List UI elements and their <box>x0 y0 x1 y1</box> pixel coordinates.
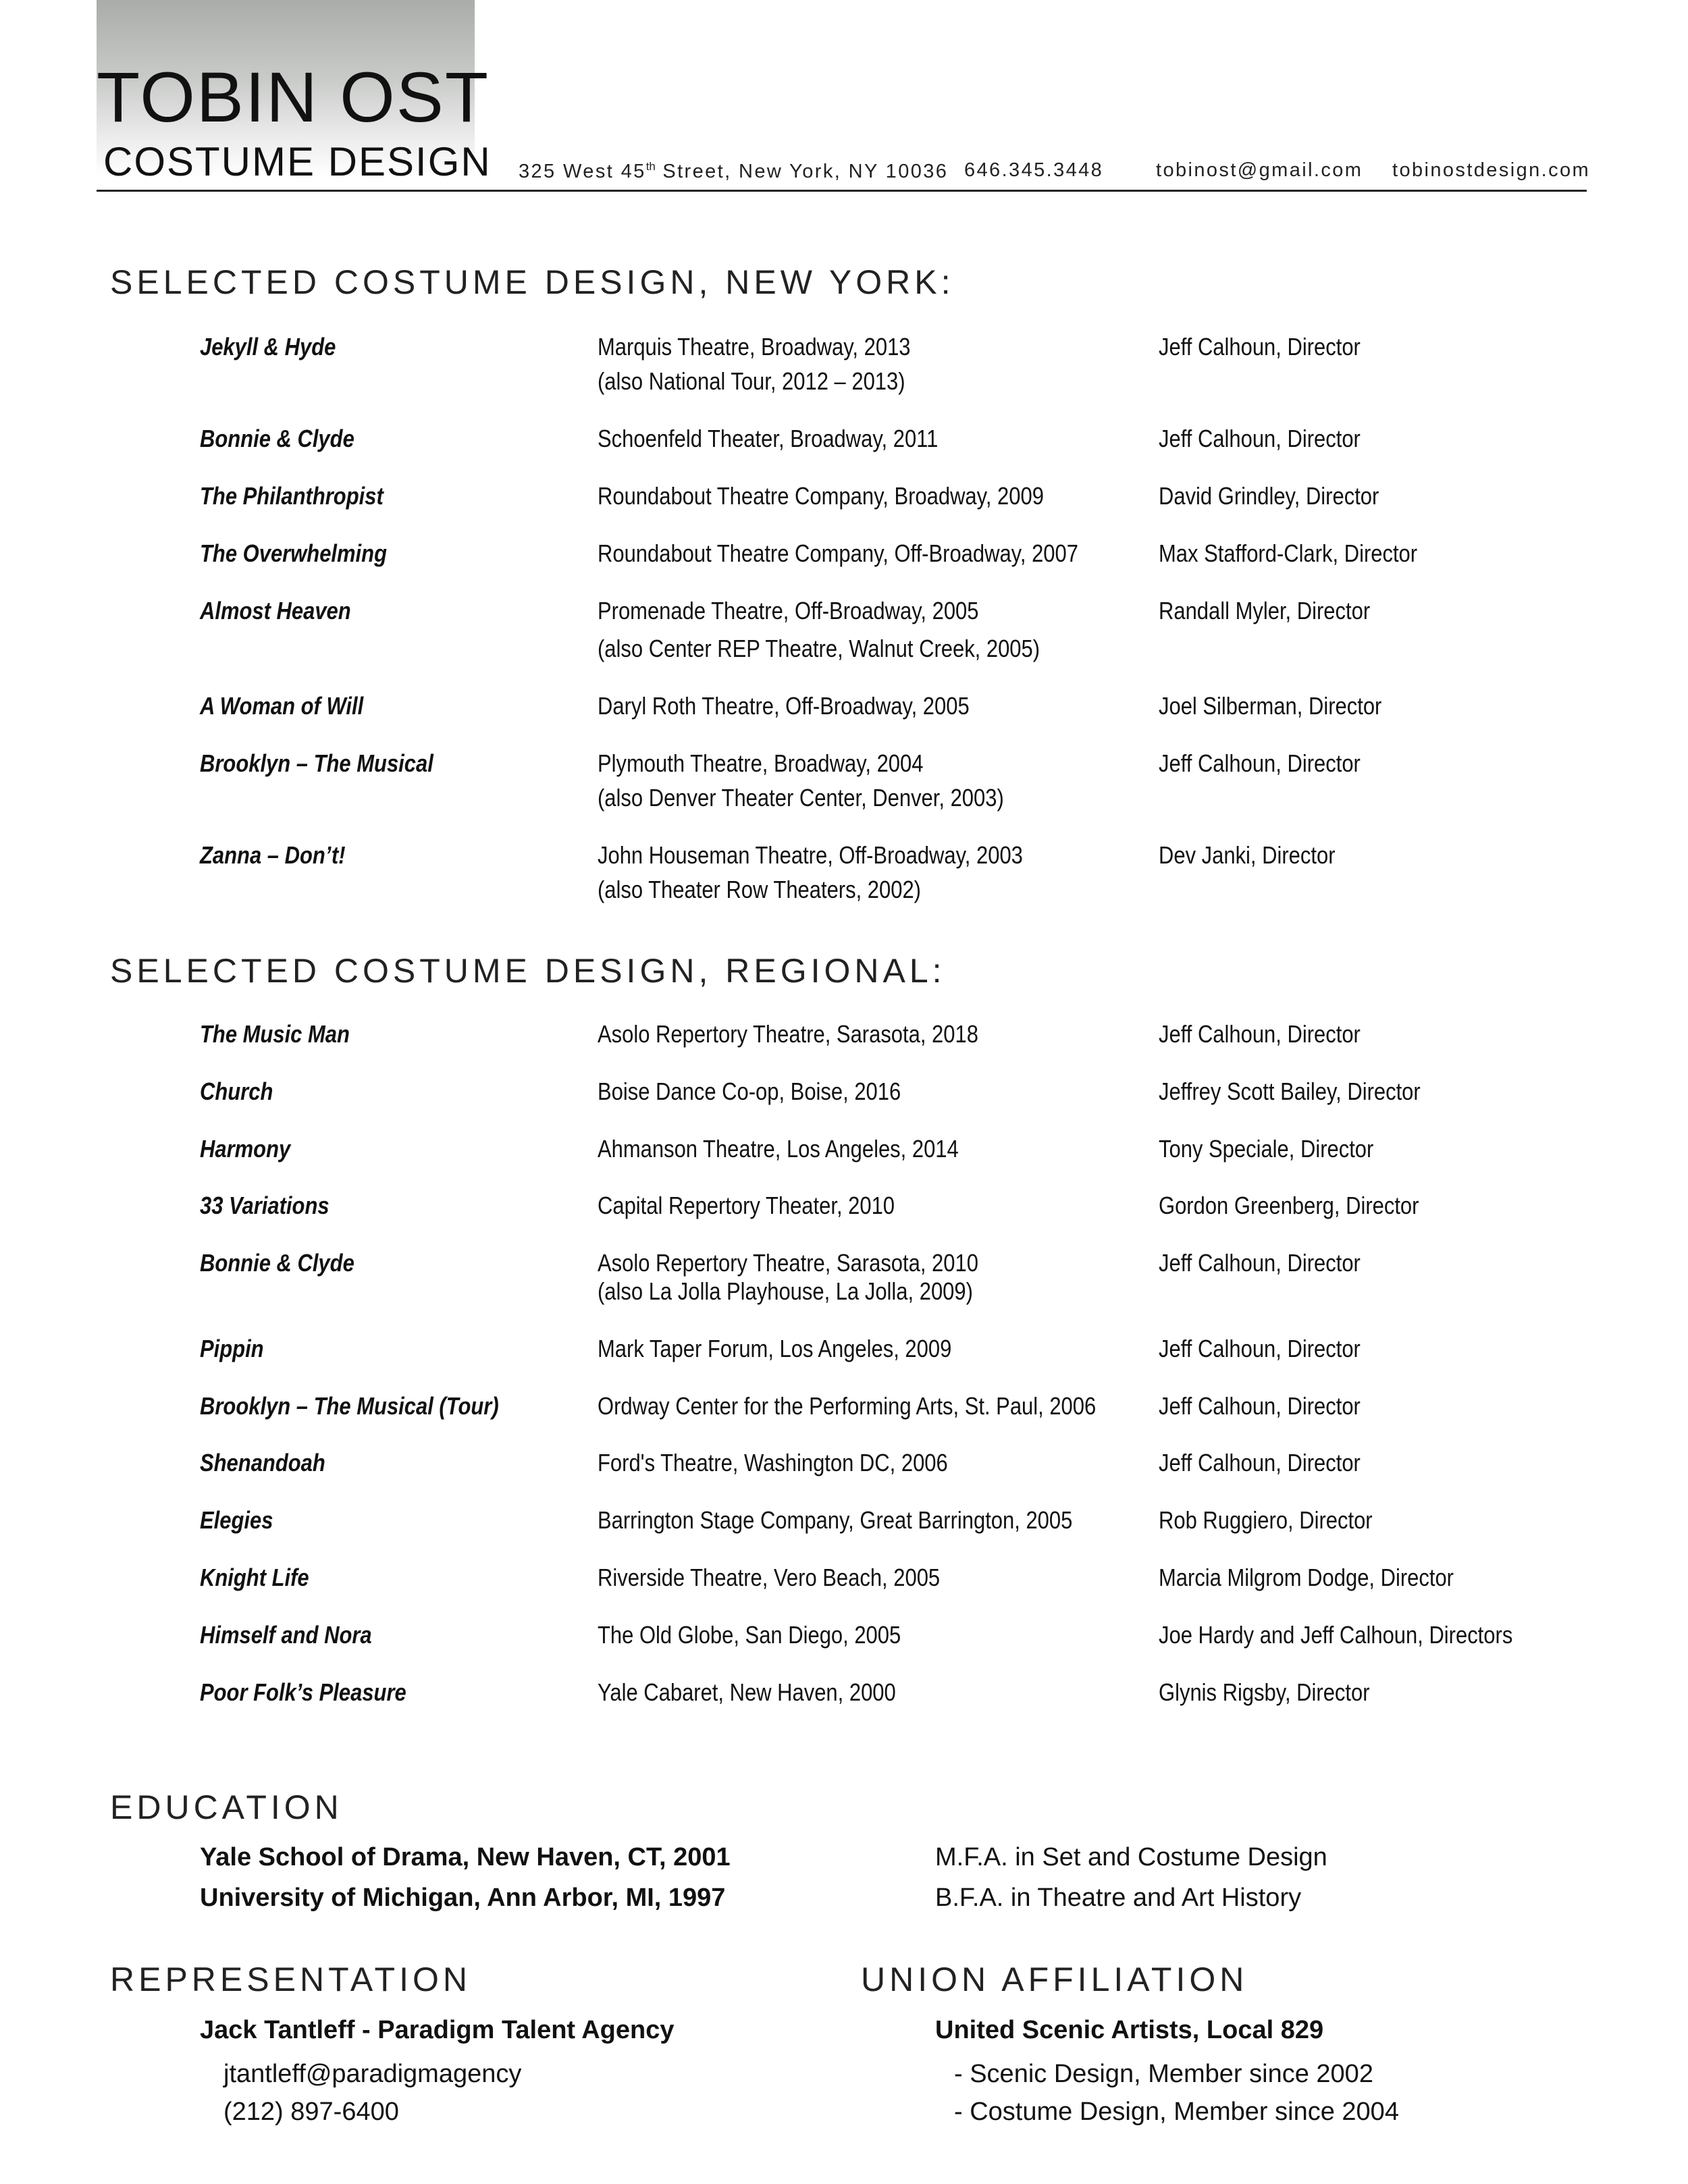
director: Jeffrey Scott Bailey, Director <box>1159 1077 1421 1105</box>
venue: Asolo Repertory Theatre, Sarasota, 2010 <box>598 1249 978 1277</box>
agent-name: Jack Tantleff - Paradigm Talent Agency <box>200 2016 675 2044</box>
union-membership: - Scenic Design, Member since 2002 <box>954 2060 1373 2088</box>
venue: Daryl Roth Theatre, Off-Broadway, 2005 <box>598 692 970 720</box>
designer-name: TOBIN OST <box>97 58 490 137</box>
phone-number: 646.345.3448 <box>964 159 1104 181</box>
director: Jeff Calhoun, Director <box>1159 1335 1361 1362</box>
venue-note: (also Denver Theater Center, Denver, 2003) <box>598 784 1004 811</box>
director: Jeff Calhoun, Director <box>1159 425 1361 452</box>
director: Joel Silberman, Director <box>1159 692 1382 720</box>
show-title: Elegies <box>200 1506 273 1534</box>
section-heading-regional: SELECTED COSTUME DESIGN, REGIONAL: <box>110 952 946 990</box>
website-link[interactable]: tobinostdesign.com <box>1392 159 1591 181</box>
section-heading-representation: REPRESENTATION <box>110 1961 471 1998</box>
section-heading-union: UNION AFFILIATION <box>861 1961 1248 1998</box>
director: Jeff Calhoun, Director <box>1159 1020 1361 1048</box>
venue: Ford's Theatre, Washington DC, 2006 <box>598 1449 948 1476</box>
venue: John Houseman Theatre, Off-Broadway, 2003 <box>598 841 1023 869</box>
director: Dev Janki, Director <box>1159 841 1336 869</box>
show-title: Knight Life <box>200 1564 309 1591</box>
agent-phone: (212) 897-6400 <box>223 2098 399 2126</box>
director: Glynis Rigsby, Director <box>1159 1678 1370 1706</box>
director: Jeff Calhoun, Director <box>1159 1249 1361 1277</box>
header-divider <box>97 190 1587 192</box>
show-title: The Philanthropist <box>200 482 384 510</box>
show-title: Bonnie & Clyde <box>200 1249 354 1277</box>
show-title: Himself and Nora <box>200 1621 372 1649</box>
designer-title: COSTUME DESIGN <box>103 139 492 184</box>
show-title: Church <box>200 1077 273 1105</box>
show-title: A Woman of Will <box>200 692 364 720</box>
show-title: Brooklyn – The Musical <box>200 749 433 777</box>
show-title: The Overwhelming <box>200 539 387 567</box>
director: Rob Ruggiero, Director <box>1159 1506 1373 1534</box>
venue-note: (also National Tour, 2012 – 2013) <box>598 367 905 395</box>
email-link[interactable]: tobinost@gmail.com <box>1156 159 1363 181</box>
education-degree: M.F.A. in Set and Costume Design <box>935 1843 1327 1871</box>
director: Jeff Calhoun, Director <box>1159 1449 1361 1476</box>
director: Tony Speciale, Director <box>1159 1135 1374 1163</box>
agent-email[interactable]: jtantleff@paradigmagency <box>223 2060 522 2088</box>
union-name: United Scenic Artists, Local 829 <box>935 2016 1324 2044</box>
union-membership: - Costume Design, Member since 2004 <box>954 2098 1399 2126</box>
director: Randall Myler, Director <box>1159 597 1371 624</box>
venue: Boise Dance Co-op, Boise, 2016 <box>598 1077 901 1105</box>
venue-note: (also Theater Row Theaters, 2002) <box>598 876 921 903</box>
venue: Marquis Theatre, Broadway, 2013 <box>598 333 911 361</box>
venue: Ahmanson Theatre, Los Angeles, 2014 <box>598 1135 959 1163</box>
venue: Riverside Theatre, Vero Beach, 2005 <box>598 1564 941 1591</box>
venue: Schoenfeld Theater, Broadway, 2011 <box>598 425 939 452</box>
venue: Plymouth Theatre, Broadway, 2004 <box>598 749 924 777</box>
venue: Mark Taper Forum, Los Angeles, 2009 <box>598 1335 952 1362</box>
venue-note: (also Center REP Theatre, Walnut Creek, 2005) <box>598 635 1040 662</box>
venue: The Old Globe, San Diego, 2005 <box>598 1621 901 1649</box>
address <box>519 161 948 182</box>
show-title: Poor Folk’s Pleasure <box>200 1678 406 1706</box>
venue: Capital Repertory Theater, 2010 <box>598 1192 895 1219</box>
education-school: Yale School of Drama, New Haven, CT, 2001 <box>200 1843 731 1871</box>
show-title: Brooklyn – The Musical (Tour) <box>200 1392 499 1420</box>
venue-note: (also La Jolla Playhouse, La Jolla, 2009) <box>598 1277 973 1305</box>
show-title: Almost Heaven <box>200 597 351 624</box>
venue: Ordway Center for the Performing Arts, St. Paul, 2006 <box>598 1392 1097 1420</box>
address-city: Street, New York, NY 10036 <box>655 161 949 182</box>
venue: Roundabout Theatre Company, Broadway, 2009 <box>598 482 1044 510</box>
show-title: Zanna – Don’t! <box>200 841 346 869</box>
show-title: Bonnie & Clyde <box>200 425 354 452</box>
director: Gordon Greenberg, Director <box>1159 1192 1419 1219</box>
education-degree: B.F.A. in Theatre and Art History <box>935 1884 1302 1912</box>
venue: Roundabout Theatre Company, Off-Broadway, 2007 <box>598 539 1078 567</box>
director: Jeff Calhoun, Director <box>1159 333 1361 361</box>
venue: Yale Cabaret, New Haven, 2000 <box>598 1678 896 1706</box>
venue: Promenade Theatre, Off-Broadway, 2005 <box>598 597 979 624</box>
show-title: The Music Man <box>200 1020 350 1048</box>
address-ordinal: th <box>645 160 656 173</box>
director: Jeff Calhoun, Director <box>1159 1392 1361 1420</box>
education-school: University of Michigan, Ann Arbor, MI, 1997 <box>200 1884 726 1912</box>
section-heading-education: EDUCATION <box>110 1788 343 1826</box>
director: Jeff Calhoun, Director <box>1159 749 1361 777</box>
show-title: Harmony <box>200 1135 291 1163</box>
show-title: Jekyll & Hyde <box>200 333 336 361</box>
director: David Grindley, Director <box>1159 482 1379 510</box>
venue: Asolo Repertory Theatre, Sarasota, 2018 <box>598 1020 978 1048</box>
director: Max Stafford-Clark, Director <box>1159 539 1418 567</box>
director: Joe Hardy and Jeff Calhoun, Directors <box>1159 1621 1513 1649</box>
director: Marcia Milgrom Dodge, Director <box>1159 1564 1454 1591</box>
show-title: Pippin <box>200 1335 264 1362</box>
venue: Barrington Stage Company, Great Barrington, 2005 <box>598 1506 1073 1534</box>
section-heading-new-york: SELECTED COSTUME DESIGN, NEW YORK: <box>110 263 955 301</box>
address-street: 325 West 45 <box>519 161 646 182</box>
show-title: Shenandoah <box>200 1449 325 1476</box>
show-title: 33 Variations <box>200 1192 329 1219</box>
